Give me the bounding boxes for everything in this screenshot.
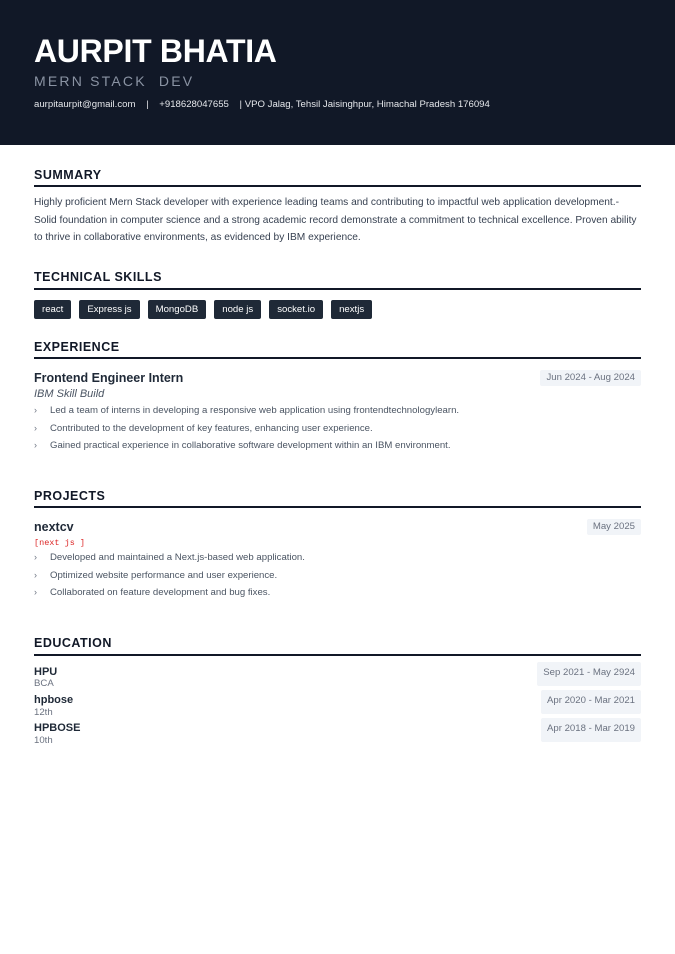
skills-list <box>34 300 372 319</box>
education-degree: BCA <box>34 678 54 689</box>
chevron-right-icon: › <box>34 587 37 598</box>
project-name: nextcv <box>34 520 74 534</box>
list-item: › Developed and maintained a Next.js-based web application. <box>34 549 305 567</box>
summary-text: Highly proficient Mern Stack developer with experience leading teams and contributing to impactful web application development.- Solid foundation in computer science and a strong academic record demonstrate a commitment to technical excellence. Proven ability to thrive in collaborative environments, as evidenced by IBM experience. <box>34 197 637 243</box>
experience-heading: EXPERIENCE <box>34 340 120 354</box>
list-item: › Contributed to the development of key features, enhancing user experience. <box>34 420 459 438</box>
projects-heading: PROJECTS <box>34 489 106 503</box>
skill-chip: Express js <box>79 300 139 319</box>
education-dates: Apr 2018 - Mar 2019 <box>541 718 641 742</box>
chevron-right-icon: › <box>34 552 37 562</box>
chevron-right-icon: › <box>34 422 37 433</box>
job-dates: Jun 2024 - Aug 2024 <box>540 370 641 386</box>
contact-line: aurpitaurpit@gmail.com | +918628047655 | VPO Jalag, Tehsil Jaisinghpur, Himachal Pradesh 176094 <box>34 99 490 110</box>
candidate-name: AURPIT BHATIA <box>34 33 277 69</box>
education-school: HPU <box>34 666 58 678</box>
candidate-role: MERN STACK DEV <box>34 73 195 89</box>
summary-divider <box>34 185 641 187</box>
skill-chip: MongoDB <box>148 300 207 319</box>
skills-divider <box>34 288 641 290</box>
education-degree: 12th <box>34 707 53 718</box>
list-item: › Optimized website performance and user experience. <box>34 567 305 585</box>
education-dates: Apr 2020 - Mar 2021 <box>541 690 641 714</box>
job-company: IBM Skill Build <box>34 388 105 400</box>
skill-chip: nextjs <box>331 300 372 319</box>
skills-heading: TECHNICAL SKILLS <box>34 270 162 284</box>
summary-heading: SUMMARY <box>34 168 102 182</box>
job-title: Frontend Engineer Intern <box>34 371 184 385</box>
education-dates: Sep 2021 - May 2924 <box>537 662 641 686</box>
project-dates: May 2025 <box>587 519 641 535</box>
job-bullets <box>34 402 459 455</box>
skill-chip: node js <box>214 300 261 319</box>
education-heading: EDUCATION <box>34 636 112 650</box>
skill-chip: react <box>34 300 71 319</box>
education-school: HPBOSE <box>34 722 81 734</box>
list-item: › Led a team of interns in developing a responsive web application using frontendtechnologylearn. <box>34 402 459 420</box>
education-degree: 10th <box>34 735 53 746</box>
education-school: hpbose <box>34 694 74 706</box>
education-divider <box>34 654 641 656</box>
chevron-right-icon: › <box>34 405 37 415</box>
chevron-right-icon: › <box>34 440 37 451</box>
list-item: › Gained practical experience in collaborative software development within an IBM environment. <box>34 437 459 455</box>
projects-divider <box>34 506 641 508</box>
skill-chip: socket.io <box>269 300 323 319</box>
resume-header <box>0 0 675 145</box>
experience-divider <box>34 357 641 359</box>
project-bullets <box>34 549 305 602</box>
chevron-right-icon: › <box>34 569 37 580</box>
list-item: › Collaborated on feature development and bug fixes. <box>34 584 305 602</box>
project-tech: [next js ] <box>34 538 86 548</box>
